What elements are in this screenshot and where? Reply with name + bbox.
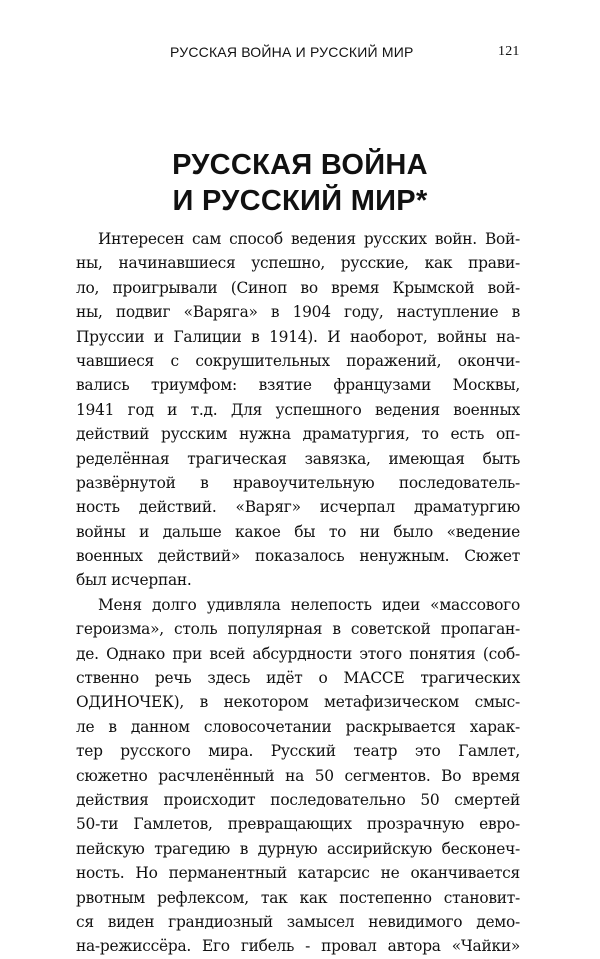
text-line: сюжетно расчленённый на 50 сегментов. Во время — [76, 766, 520, 785]
running-title: РУССКАЯ ВОЙНА И РУССКИЙ МИР — [170, 44, 414, 60]
chapter-title-line: И РУССКИЙ МИР* — [172, 185, 428, 217]
text-line: чавшиеся с сокрушительных поражений, окончи- — [76, 351, 520, 370]
text-line: де. Однако при всей абсурдности этого понятия (соб- — [76, 644, 520, 663]
text-line: развёрнутой в нравоучительную последователь- — [76, 473, 520, 492]
text-line: ло, проигрывали (Синоп во время Крымской вой- — [76, 278, 520, 297]
text-line: рвотным рефлексом, так как постепенно становит- — [76, 888, 520, 907]
text-line: был исчерпан. — [76, 571, 192, 590]
text-line: ственно речь здесь идёт о МАССЕ трагических — [76, 669, 520, 688]
text-line: 1941 год и т.д. Для успешного ведения военных — [76, 400, 520, 419]
text-line: военных действий» показалось ненужным. Сюжет — [76, 547, 520, 566]
text-line: ны, начинавшиеся успешно, русские, как прави- — [76, 254, 520, 273]
text-line: на-режиссёра. Его гибель - провал автора «Чайки» — [76, 937, 520, 956]
text-line: Интересен сам способ ведения русских войн. Вой- — [98, 230, 520, 248]
text-line: действий русским нужна драматургия, то есть оп- — [76, 425, 520, 444]
paragraph — [76, 227, 520, 593]
text-line: ность действий. «Варяг» исчерпал драматургию — [76, 498, 520, 517]
chapter-title — [0, 147, 600, 219]
text-line: ся виден грандиозный замысел невидимого демо- — [76, 912, 520, 931]
text-line: ны, подвиг «Варяга» в 1904 году, наступление в — [76, 303, 520, 322]
text-line: пейскую трагедию в дурную ассирийскую бесконеч- — [76, 839, 520, 858]
text-line: тер русского мира. Русский театр это Гамлет, — [76, 742, 520, 761]
text-line: героизма», столь популярная в советской пропаган- — [76, 620, 520, 639]
text-line: ность. Но перманентный катарсис не оканчивается — [76, 864, 520, 883]
body-text — [76, 227, 520, 959]
text-line: Меня долго удивляла нелепость идеи «массового — [98, 595, 520, 614]
text-line: 50-ти Гамлетов, превращающих прозрачную евро- — [76, 815, 520, 834]
text-line: ределённая трагическая завязка, имеющая быть — [76, 449, 520, 468]
text-line: ОДИНОЧЕК), в некотором метафизическом смыс- — [76, 693, 520, 712]
chapter-title-line: РУССКАЯ ВОЙНА — [172, 149, 428, 181]
text-line: действия происходит последовательно 50 смертей — [76, 790, 520, 809]
text-line: ле в данном словосочетании раскрывается харак- — [76, 717, 520, 736]
paragraph — [76, 593, 520, 959]
text-line: Пруссии и Галиции в 1914). И наоборот, войны на- — [76, 327, 520, 346]
text-line: войны и дальше какое бы то ни было «ведение — [76, 522, 520, 541]
text-line: вались триумфом: взятие французами Москвы, — [76, 376, 520, 395]
page-number: 121 — [498, 44, 520, 59]
